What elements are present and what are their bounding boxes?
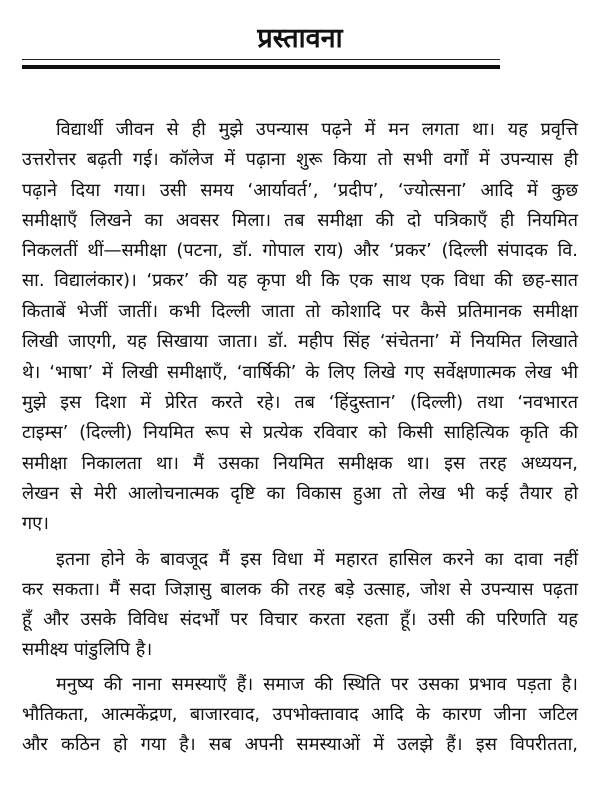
- paragraph-line: टाइम्स’ (दिल्ली) नियमित रूप से प्रत्येक रविवार को किसी साहित्यिक कृति की: [22, 422, 578, 443]
- title-rule-thin: [22, 59, 500, 60]
- paragraph-line: उत्तरोत्तर बढ़ती गई। कॉलेज में पढ़ाना शुरू किया तो सभी वर्गों में उपन्यास ही: [22, 149, 578, 170]
- paragraph-line: निकलतीं थीं—समीक्षा (पटना, डॉ. गोपाल राय) और ‘प्रकर’ (दिल्ली संपादक वि.: [22, 240, 578, 261]
- page-title: प्रस्तावना: [257, 23, 343, 54]
- paragraph-line: पढ़ाने दिया गया। उसी समय ‘आर्यावर्त’, ‘प्रदीप’, ‘ज्योत्सना’ आदि में कुछ: [22, 180, 578, 201]
- paragraph-line: गए।: [22, 513, 49, 534]
- paragraph-line: मुझे इस दिशा में प्रेरित करते रहे। तब ‘हिंदुस्तान’ (दिल्ली) तथा ‘नवभारत: [22, 392, 578, 413]
- paragraph-line: लेखन से मेरी आलोचनात्मक दृष्टि का विकास हुआ तो लेख भी कई तैयार हो: [22, 483, 578, 504]
- paragraph-line: भौतिकता, आत्मकेंद्रण, बाजारवाद, उपभोक्तावाद आदि के कारण जीना जटिल: [22, 704, 578, 725]
- paragraph-line: और कठिन हो गया है। सब अपनी समस्याओं में उलझे हैं। इस विपरीतता,: [22, 734, 578, 755]
- paragraph-line: लिखी जाएगी, यह सिखाया जाता। डॉ. महीप सिंह ‘संचेतना’ में नियमित लिखाते: [22, 331, 578, 352]
- paragraph-line: कर सकता। मैं सदा जिज्ञासु बालक की तरह बड़े उत्साह, जोश से उपन्यास पढ़ता: [22, 579, 578, 600]
- paragraph-line: समीक्ष्य पांडुलिपि है।: [22, 639, 153, 660]
- paragraph-line: किताबें भेजीं जातीं। कभी दिल्ली जाता तो कोशादि पर कैसे प्रतिमानक समीक्षा: [22, 301, 578, 322]
- paragraph-line: विद्यार्थी जीवन से ही मुझे उपन्यास पढ़ने में मन लगता था। यह प्रवृत्ति: [56, 119, 578, 140]
- paragraph-line: मनुष्य की नाना समस्याएँ हैं। समाज की स्थिति पर उसका प्रभाव पड़ता है।: [56, 674, 578, 695]
- paragraph-line: हूँ और उसके विविध संदर्भों पर विचार करता रहता हूँ। उसी की परिणति यह: [22, 609, 578, 630]
- paragraph-line: थे। ‘भाषा’ में लिखी समीक्षाएँ, ‘वार्षिकी’ के लिए लिखे गए सर्वेक्षणात्मक लेख भी: [22, 362, 578, 383]
- title-rule-thick: [22, 65, 500, 69]
- paragraph-line: समीक्षा निकालता था। मैं उसका नियमित समीक्षक था। इस तरह अध्ययन,: [22, 453, 578, 474]
- paragraph-line: सा. विद्यालंकार)। ‘प्रकर’ की यह कृपा थी कि एक साथ एक विधा की छह-सात: [22, 270, 578, 291]
- paragraph-line: समीक्षाएँ लिखने का अवसर मिला। तब समीक्षा की दो पत्रिकाएँ ही नियमित: [22, 210, 578, 231]
- paragraph-line: इतना होने के बावजूद मैं इस विधा में महारत हासिल करने का दावा नहीं: [56, 549, 578, 570]
